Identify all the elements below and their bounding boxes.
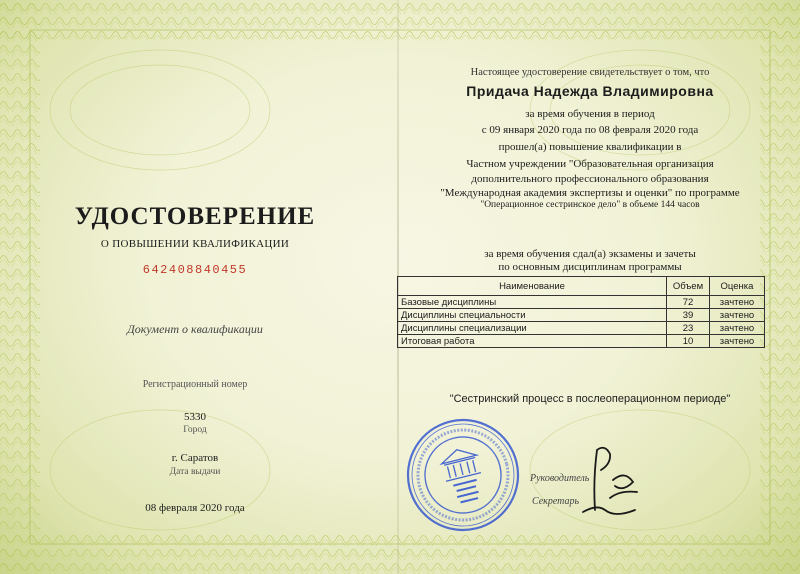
document-subtitle: О ПОВЫШЕНИИ КВАЛИФИКАЦИИ bbox=[100, 238, 290, 250]
issue-date-label: Дата выдачи bbox=[169, 467, 221, 477]
study-period: с 09 января 2020 года по 08 февраля 2020 года bbox=[481, 124, 699, 136]
organization-line-1: Частном учреждении "Образовательная организация bbox=[466, 158, 714, 170]
disciplines-table bbox=[397, 276, 765, 348]
passed-text: прошел(а) повышение квалификации в bbox=[498, 141, 682, 153]
document-type: Документ о квалификации bbox=[127, 322, 263, 336]
row-name: Дисциплины специальности bbox=[398, 309, 667, 322]
exams-line-1: за время обучения сдал(а) экзамены и зачеты bbox=[484, 248, 696, 260]
table-row bbox=[398, 309, 765, 322]
table-row bbox=[398, 296, 765, 309]
row-grade: зачтено bbox=[710, 335, 765, 348]
row-grade: зачтено bbox=[710, 309, 765, 322]
document-title: УДОСТОВЕРЕНИЕ bbox=[74, 203, 316, 230]
organization-line-3: "Международная академия экспертизы и оценки" по программе bbox=[440, 187, 740, 199]
issue-date: 08 февраля 2020 года bbox=[145, 502, 245, 514]
table-header-row bbox=[398, 277, 765, 296]
serial-number: 642408840455 bbox=[142, 263, 248, 277]
header-grade: Оценка bbox=[710, 277, 765, 296]
row-name: Базовые дисциплины bbox=[398, 296, 667, 309]
secretary-signature-label: Секретарь bbox=[532, 496, 580, 507]
table-row bbox=[398, 335, 765, 348]
final-work-title: "Сестринский процесс в послеоперационном периоде" bbox=[449, 393, 731, 405]
header-volume: Объем bbox=[667, 277, 710, 296]
table-row bbox=[398, 322, 765, 335]
head-signature-label: Руководитель bbox=[530, 473, 590, 484]
header-name: Наименование bbox=[398, 277, 667, 296]
row-volume: 39 bbox=[667, 309, 710, 322]
city-value: г. Саратов bbox=[171, 452, 219, 464]
organization-seal-icon bbox=[405, 417, 521, 533]
row-grade: зачтено bbox=[710, 322, 765, 335]
row-grade: зачтено bbox=[710, 296, 765, 309]
city-label: Город bbox=[183, 425, 207, 435]
exams-line-2: по основным дисциплинам программы bbox=[498, 261, 682, 273]
registration-number: 5330 bbox=[184, 411, 206, 423]
row-volume: 23 bbox=[667, 322, 710, 335]
registration-label: Регистрационный номер bbox=[142, 379, 248, 390]
signature-icon bbox=[575, 440, 650, 525]
period-label: за время обучения в период bbox=[525, 108, 655, 120]
holder-name: Придача Надежда Владимировна bbox=[466, 83, 714, 99]
organization-line-2: дополнительного профессионального образования bbox=[471, 173, 709, 185]
row-name: Итоговая работа bbox=[398, 335, 667, 348]
intro-text: Настоящее удостоверение свидетельствует о том, что bbox=[470, 67, 710, 78]
row-volume: 10 bbox=[667, 335, 710, 348]
row-volume: 72 bbox=[667, 296, 710, 309]
row-name: Дисциплины специализации bbox=[398, 322, 667, 335]
program-name: "Операционное сестринское дело" в объеме 144 часов bbox=[480, 200, 700, 210]
